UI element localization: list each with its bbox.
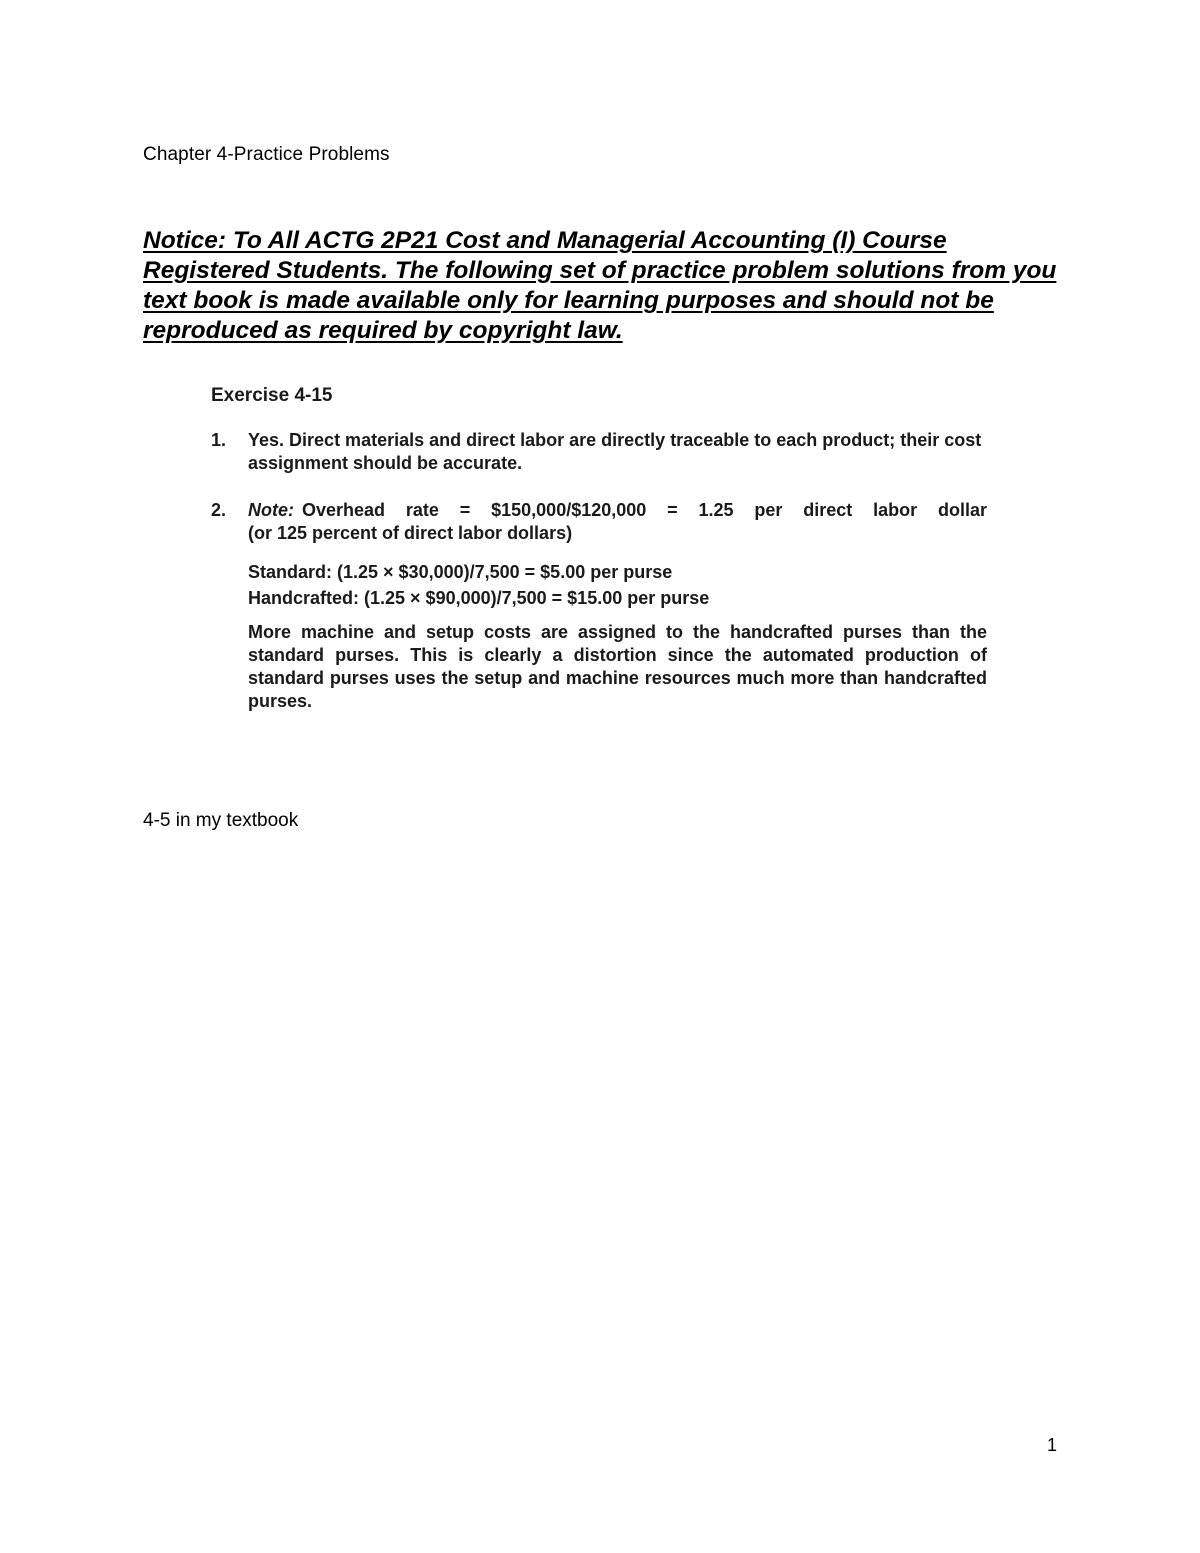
page-number: 1 [1047, 1435, 1058, 1455]
item-number: 1. [211, 430, 227, 450]
item-number: 2. [211, 500, 227, 520]
textbook-reference: 4-5 in my textbook [143, 810, 299, 831]
copyright-notice: Notice: To All ACTG 2P21 Cost and Managerial Accounting (I) Course Registered Students. The following set of practice problem solutions from you text book is made available only for learning purposes and should not be reproduced as required by copyright law. [143, 227, 1057, 344]
overhead-rate-text: Overhead rate = $150,000/$120,000 = 1.25 per direct labor dollar [302, 500, 987, 520]
answer-item-1 [211, 429, 987, 475]
item-text: Yes. Direct materials and direct labor are directly traceable to each product; their cost assignment should be accurate. [248, 430, 982, 473]
standard-calculation: Standard: (1.25 × $30,000)/7,500 = $5.00 per purse [248, 562, 673, 582]
note-label: Note: [248, 500, 294, 520]
overhead-rate-note [248, 499, 987, 522]
answer-item-2 [211, 499, 987, 713]
chapter-heading: Chapter 4-Practice Problems [143, 144, 390, 165]
handcrafted-calculation: Handcrafted: (1.25 × $90,000)/7,500 = $15.00 per purse [248, 588, 710, 608]
overhead-rate-continuation: (or 125 percent of direct labor dollars) [248, 523, 573, 543]
purse-overhead-calculations [248, 559, 987, 611]
exercise-block [211, 384, 987, 713]
exercise-title: Exercise 4-15 [211, 385, 333, 406]
distortion-explanation: More machine and setup costs are assigned to the handcrafted purses than the standard purses. This is clearly a distortion since the automated production of standard purses uses the setup and machine resources much more than handcrafted purses. [248, 622, 987, 711]
